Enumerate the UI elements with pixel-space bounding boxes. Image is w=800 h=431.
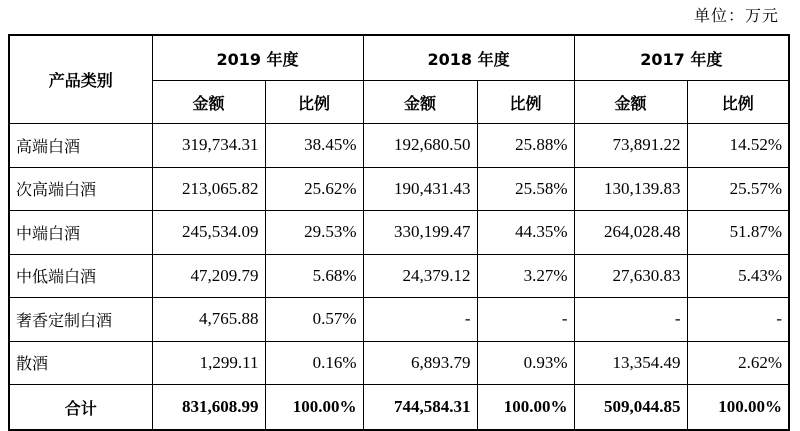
amount-header: 金额 — [574, 81, 687, 124]
value-cell: 190,431.43 — [363, 167, 477, 211]
value-cell: 25.58% — [477, 167, 574, 211]
unit-label: 单位：万元 — [693, 6, 779, 25]
value-cell: - — [363, 298, 477, 342]
category-cell: 高端白酒 — [9, 124, 152, 168]
value-cell: 24,379.12 — [363, 254, 477, 298]
amount-header: 金额 — [363, 81, 477, 124]
header-row-years — [9, 35, 789, 81]
ratio-header: 比例 — [265, 81, 363, 124]
value-cell: 4,765.88 — [152, 298, 265, 342]
category-cell: 散酒 — [9, 341, 152, 385]
table-row — [9, 167, 789, 211]
value-cell: 0.16% — [265, 341, 363, 385]
value-cell: 5.43% — [687, 254, 789, 298]
year-header-2018: 2018 年度 — [363, 35, 574, 81]
value-cell: 0.57% — [265, 298, 363, 342]
value-cell: 5.68% — [265, 254, 363, 298]
value-cell: 245,534.09 — [152, 211, 265, 255]
category-cell: 中低端白酒 — [9, 254, 152, 298]
value-cell: 2.62% — [687, 341, 789, 385]
table-row — [9, 124, 789, 168]
table-row — [9, 211, 789, 255]
value-cell: 25.57% — [687, 167, 789, 211]
total-label: 合计 — [9, 385, 152, 431]
total-value-cell: 831,608.99 — [152, 385, 265, 431]
category-cell: 次高端白酒 — [9, 167, 152, 211]
table-row — [9, 341, 789, 385]
total-value-cell: 100.00% — [687, 385, 789, 431]
ratio-header: 比例 — [477, 81, 574, 124]
product-category-table — [8, 34, 790, 431]
value-cell: 51.87% — [687, 211, 789, 255]
total-value-cell: 509,044.85 — [574, 385, 687, 431]
total-value-cell: 100.00% — [265, 385, 363, 431]
value-cell: 14.52% — [687, 124, 789, 168]
value-cell: 264,028.48 — [574, 211, 687, 255]
ratio-header: 比例 — [687, 81, 789, 124]
value-cell: 6,893.79 — [363, 341, 477, 385]
year-header-2019: 2019 年度 — [152, 35, 363, 81]
value-cell: 330,199.47 — [363, 211, 477, 255]
value-cell: 3.27% — [477, 254, 574, 298]
value-cell: 47,209.79 — [152, 254, 265, 298]
value-cell: 27,630.83 — [574, 254, 687, 298]
table-row — [9, 254, 789, 298]
value-cell: 25.88% — [477, 124, 574, 168]
value-cell: 130,139.83 — [574, 167, 687, 211]
category-cell: 奢香定制白酒 — [9, 298, 152, 342]
year-header-2017: 2017 年度 — [574, 35, 789, 81]
total-value-cell: 744,584.31 — [363, 385, 477, 431]
value-cell: 38.45% — [265, 124, 363, 168]
category-column-header: 产品类别 — [9, 35, 152, 124]
value-cell: 13,354.49 — [574, 341, 687, 385]
value-cell: 192,680.50 — [363, 124, 477, 168]
value-cell: 0.93% — [477, 341, 574, 385]
value-cell: 1,299.11 — [152, 341, 265, 385]
value-cell: 44.35% — [477, 211, 574, 255]
value-cell: 73,891.22 — [574, 124, 687, 168]
value-cell: - — [687, 298, 789, 342]
table-row — [9, 298, 789, 342]
value-cell: 29.53% — [265, 211, 363, 255]
amount-header: 金额 — [152, 81, 265, 124]
value-cell: - — [477, 298, 574, 342]
total-value-cell: 100.00% — [477, 385, 574, 431]
category-cell: 中端白酒 — [9, 211, 152, 255]
value-cell: - — [574, 298, 687, 342]
value-cell: 213,065.82 — [152, 167, 265, 211]
total-row — [9, 385, 789, 431]
value-cell: 25.62% — [265, 167, 363, 211]
value-cell: 319,734.31 — [152, 124, 265, 168]
